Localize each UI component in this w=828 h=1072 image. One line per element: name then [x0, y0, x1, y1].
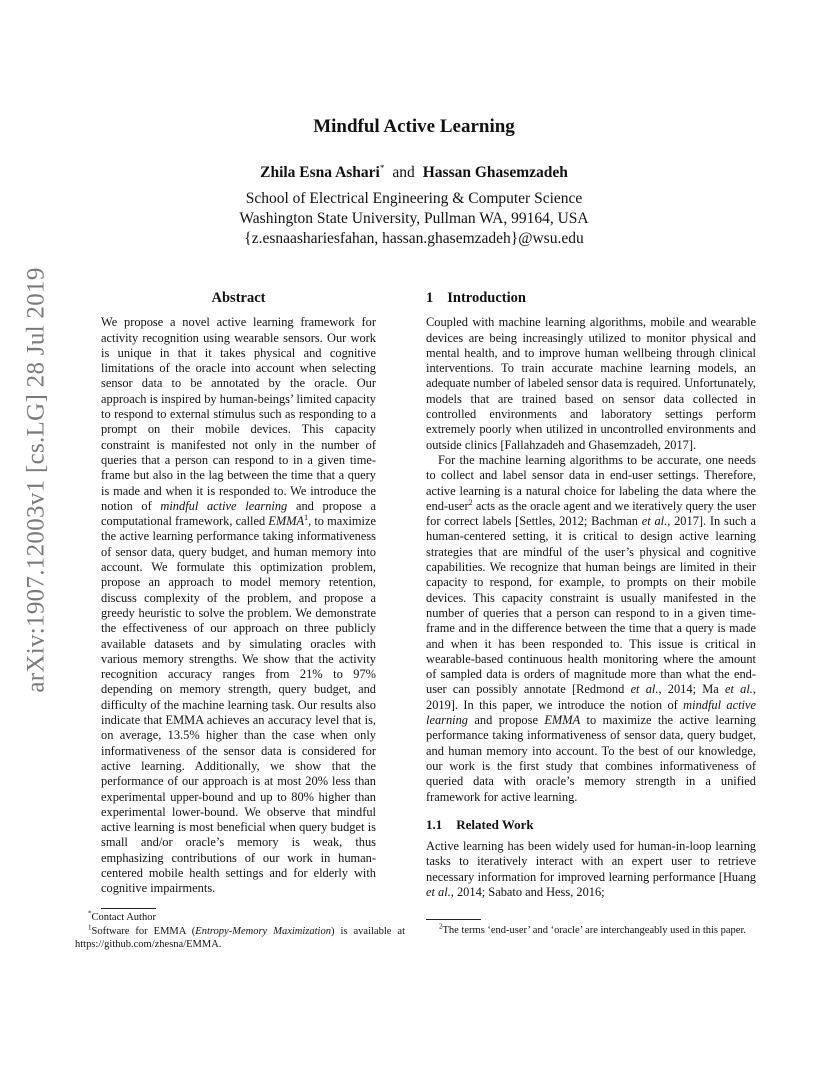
abstract-text-3: , to maximize the active learning performance taking informativeness of sensor data, query budget, and human memory into account. We formulate this optimization problem, propose an approach to model memory retention, discuss complexity of the problem, and propose a greedy heuristic to solve the problem. We demonstrate the effectiveness of our approach on three publicly available datasets and by simulating oracles with various memory strengths. We show that the activity recognition accuracy ranges from 21% to 97% depending on memory strength, query budget, and difficulty of the machine learning task. Our results also indicate that EMMA achieves an accuracy level that is, on average, 13.5% higher than the case when only informativeness of the sensor data is considered for active learning. Additionally, we show that the performance of our approach is at most 20% less than experimental upper-bound and up to 80% higher than experimental lower-bound. We observe that mindful active learning is most beneficial when query budget is small and/or oracle’s memory is weak, thus emphasizing contributions of our work in human-centered mobile health settings and for elderly with cognitive impairments.	[101, 514, 376, 896]
intro-etal-2: et al.	[630, 682, 659, 697]
related-etal: et al.	[426, 884, 451, 899]
intro-p2-a: For the machine learning algorithms to be accurate, one needs to collect and label sensor data in end-user settings. Therefore, active learning is a natural choice for labeling the data where the end-user	[426, 452, 756, 513]
intro-etal-1: et al.	[641, 514, 668, 529]
footnote-ref-1: 1	[304, 513, 309, 523]
intro-number: 1	[426, 290, 434, 306]
abstract-em-mindful: mindful active learning	[160, 498, 288, 513]
intro-p2-g: to maximize the active learning performance taking informativeness of sensor data, query budget, and human memory into account. To the best of our knowledge, our work is the first study that combines informativeness of queried data with oracle’s memory strength in a unified framework for active learning.	[426, 713, 756, 804]
affiliation-block	[0, 189, 828, 249]
abstract-body	[101, 315, 376, 896]
related-number: 1.1	[426, 816, 443, 832]
affiliation-school: School of Electrical Engineering & Computer Science	[245, 190, 583, 207]
intro-p2-c: , 2017]. In such a human-centered setting, it is critical to design active learning strategies that are mindful of the user’s physical and cognitive capabilities. We recognize that human beings are limited in their capacity to respond, for example, to prompts on their mobile devices. This capacity constraint is usually manifested in the number of queries that a person can respond to in a given time-frame and in the difference between the time that a query is made and when it has been responded to. This issue is critical in wearable-based continuous health monitoring where the amount of sampled data is orders of magnitude more than what the end-user can possibly annotate [Redmond	[426, 514, 757, 697]
intro-paragraph-1: Coupled with machine learning algorithms, mobile and wearable devices are being increasingly utilized to monitor physical and mental health, and to improve human wellbeing through clinical interventions. To train accurate machine learning models, an adequate number of labeled sensor data is required. Unfortunately, models that are trained based on sensor data collected in controlled environments and laboratory settings perform extremely poorly when utilized in uncontrolled environments and outside clinics [Fallahzadeh and Ghasemzadeh, 2017].	[426, 315, 756, 452]
intro-p2-b: acts as the oracle agent and we iteratively query the user for correct labels [Settles, 2012; Bachman	[426, 498, 756, 529]
author-conjunction: and	[392, 164, 415, 181]
footnote-1-text-a: Software for EMMA (	[91, 925, 196, 937]
related-p1-b: , 2014; Sabato and Hess, 2016;	[450, 884, 605, 899]
abstract-text-1: We propose a novel active learning framework for activity recognition using wearable sensors. Our work is unique in that it takes physical and cognitive limitations of the oracle into account when selecting sensor data to be annotated by the oracle. Our approach is inspired by human-beings’ limited capacity to respond to external stimulus such as responding to a prompt on their mobile devices. This capacity constraint is manifested not only in the number of queries that a person can respond to in a given time-frame but also in the lag between the time that a query is made and when it is responded to. We introduce the notion of	[101, 315, 376, 513]
intro-em-emma: EMMA	[544, 713, 581, 728]
footnote-star-mark: *	[88, 909, 92, 918]
author-1: Zhila Esna Ashari	[260, 164, 380, 181]
footnote-rule-right	[426, 919, 481, 920]
footnote-1-em: Entropy-Memory Maximization	[195, 925, 331, 937]
author-line	[0, 164, 828, 182]
abstract-em-emma: EMMA	[268, 514, 305, 529]
arxiv-identifier-text: arXiv:1907.12003v1 [cs.LG] 28 Jul 2019	[23, 267, 50, 693]
footnote-1-mark: 1	[88, 923, 92, 931]
arxiv-identifier	[14, 267, 60, 693]
paper-title: Mindful Active Learning	[313, 116, 515, 137]
intro-paragraph-2	[426, 453, 756, 805]
intro-title: Introduction	[447, 290, 526, 306]
affiliation-university: Washington State University, Pullman WA, 99164, USA	[239, 210, 589, 227]
intro-em-mindful: mindful active learning	[426, 697, 756, 728]
related-paragraph-1	[426, 839, 756, 900]
intro-p2-f: and propose	[468, 713, 545, 728]
intro-p2-d: , 2014; Ma	[658, 682, 725, 697]
footnote-rule-left	[101, 908, 156, 909]
footnote-right	[426, 924, 756, 938]
footnote-1-text-b: ) is available at https://github.com/zhesna/EMMA.	[75, 925, 405, 950]
right-column	[426, 291, 756, 900]
related-work-heading	[426, 817, 756, 832]
footnote-software	[75, 925, 405, 952]
abstract-text-2: and propose a computational framework, called	[101, 498, 376, 529]
footnote-ref-2: 2	[468, 497, 473, 507]
affiliation-emails: {z.esnaashariesfahan, hassan.ghasemzadeh}@wsu.edu	[244, 230, 584, 247]
footnote-2-text: The terms ‘end-user’ and ‘oracle’ are interchangeably used in this paper.	[442, 925, 746, 936]
intro-heading	[426, 291, 756, 306]
footnotes-left	[75, 911, 405, 952]
footnote-contact	[75, 911, 405, 925]
intro-etal-3: et al.	[724, 682, 753, 697]
author-1-mark: *	[379, 162, 385, 173]
footnote-2-mark: 2	[439, 922, 443, 931]
author-2: Hassan Ghasemzadeh	[422, 164, 568, 181]
left-column	[101, 291, 376, 897]
abstract-heading: Abstract	[211, 290, 266, 306]
related-title: Related Work	[456, 816, 534, 832]
related-p1-a: Active learning has been widely used for human-in-loop learning tasks to iteratively interact with an expert user to retrieve necessary information for improved learning performance [Huang	[426, 839, 756, 884]
intro-p2-e: , 2019]. In this paper, we introduce the notion of	[426, 682, 756, 712]
footnote-star-text: Contact Author	[91, 912, 156, 923]
